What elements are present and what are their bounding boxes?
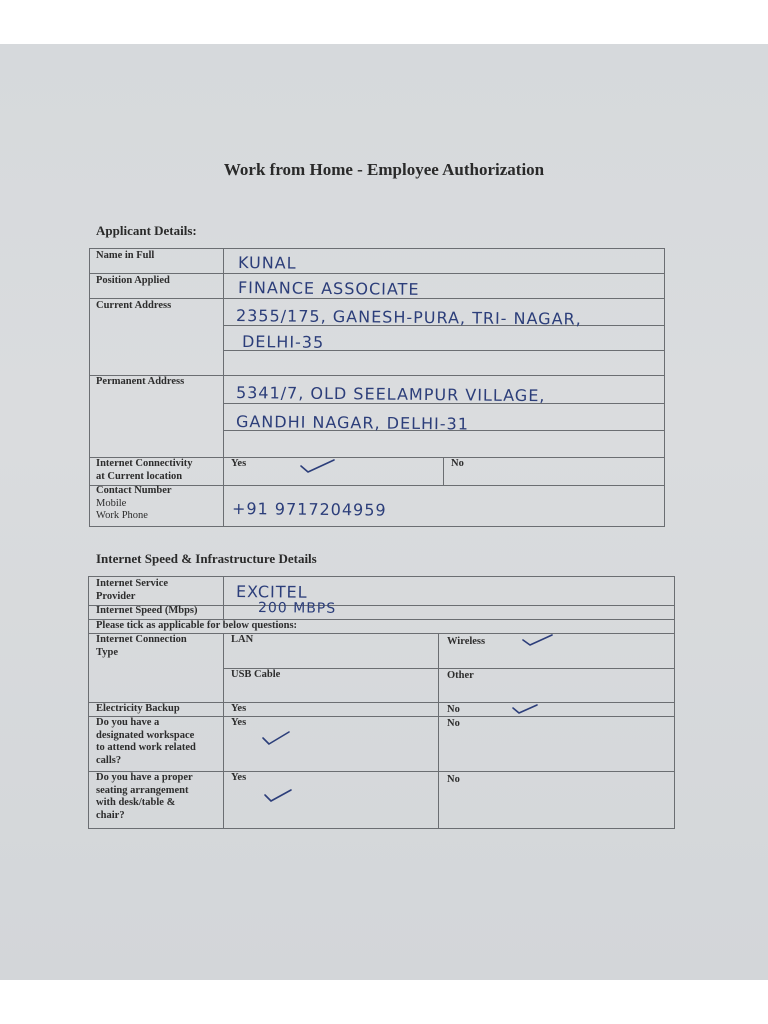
workspace-yes-option: Yes (231, 717, 247, 728)
speed-label: Internet Speed (Mbps) (96, 605, 198, 616)
contact-value: +91 9717204959 (231, 499, 387, 520)
electricity-yes-option: Yes (231, 703, 247, 714)
connection-type-label-line1: Internet Connection (96, 634, 187, 645)
permanent-address-label: Permanent Address (96, 376, 185, 387)
work-phone-label: Work Phone (96, 510, 148, 521)
electricity-no-option: No (447, 704, 460, 715)
seating-question (96, 772, 193, 822)
current-address-label: Current Address (96, 300, 172, 311)
wireless-option: Wireless (447, 636, 486, 647)
checkmark-icon (262, 786, 294, 806)
workspace-line4: calls? (96, 754, 122, 766)
checkmark-icon (298, 456, 338, 476)
workspace-no-option: No (447, 718, 460, 729)
seating-line4: chair? (96, 809, 125, 821)
table-divider (438, 633, 439, 829)
tick-instruction: Please tick as applicable for below questions: (96, 620, 298, 631)
seating-line2: seating arrangement (96, 784, 189, 796)
workspace-line1: Do you have a (96, 717, 160, 728)
row-line (223, 668, 675, 669)
infrastructure-heading: Internet Speed & Infrastructure Details (96, 551, 317, 566)
connectivity-yes-option: Yes (231, 458, 247, 469)
mobile-label: Mobile (96, 497, 127, 509)
table-divider (223, 576, 224, 620)
current-address-line1: 2355/175, GANESH-PURA, TRI- NAGAR, (235, 306, 582, 329)
row-line (89, 273, 665, 274)
row-line (89, 485, 665, 486)
checkmark-icon (520, 632, 556, 650)
contact-label (96, 485, 172, 523)
workspace-line2: designated workspace (96, 729, 195, 741)
seating-line1: Do you have a proper (96, 772, 193, 783)
seating-yes-option: Yes (231, 772, 247, 783)
permanent-address-line1: 5341/7, OLD SEELAMPUR VILLAGE, (235, 383, 546, 406)
workspace-line3: to attend work related (96, 742, 196, 753)
isp-label (96, 578, 168, 603)
speed-value: 200 MBPS (257, 600, 337, 617)
position-value: FINANCE ASSOCIATE (237, 278, 420, 299)
connectivity-label (96, 458, 193, 483)
connectivity-no-option: No (451, 458, 464, 469)
document-title: Work from Home - Employee Authorization (223, 160, 545, 179)
connectivity-label-line1: Internet Connectivity (96, 458, 193, 469)
name-label: Name in Full (96, 250, 155, 261)
table-divider (443, 457, 444, 485)
permanent-address-line2: GANDHI NAGAR, DELHI-31 (235, 412, 470, 434)
workspace-question (96, 717, 196, 767)
seating-line3: with desk/table & (96, 797, 176, 808)
contact-number-label: Contact Number (96, 485, 172, 496)
applicant-details-heading: Applicant Details: (96, 223, 197, 238)
name-value: KUNAL (237, 253, 297, 273)
isp-label-line2: Provider (96, 590, 136, 602)
connection-type-label-line2: Type (96, 646, 118, 658)
electricity-backup-label: Electricity Backup (96, 703, 180, 714)
other-option: Other (447, 670, 474, 681)
position-label: Position Applied (96, 275, 170, 286)
table-divider (223, 633, 224, 829)
checkmark-icon (510, 701, 540, 717)
lan-option: LAN (231, 634, 254, 645)
seating-no-option: No (447, 774, 460, 785)
checkmark-icon (260, 728, 292, 748)
isp-value: EXCITEL (235, 582, 308, 602)
isp-label-line1: Internet Service (96, 578, 169, 589)
usb-cable-option: USB Cable (231, 669, 281, 680)
connectivity-label-line2: at Current location (96, 470, 183, 482)
connection-type-label (96, 634, 187, 659)
current-address-line2: DELHI-35 (241, 332, 325, 352)
